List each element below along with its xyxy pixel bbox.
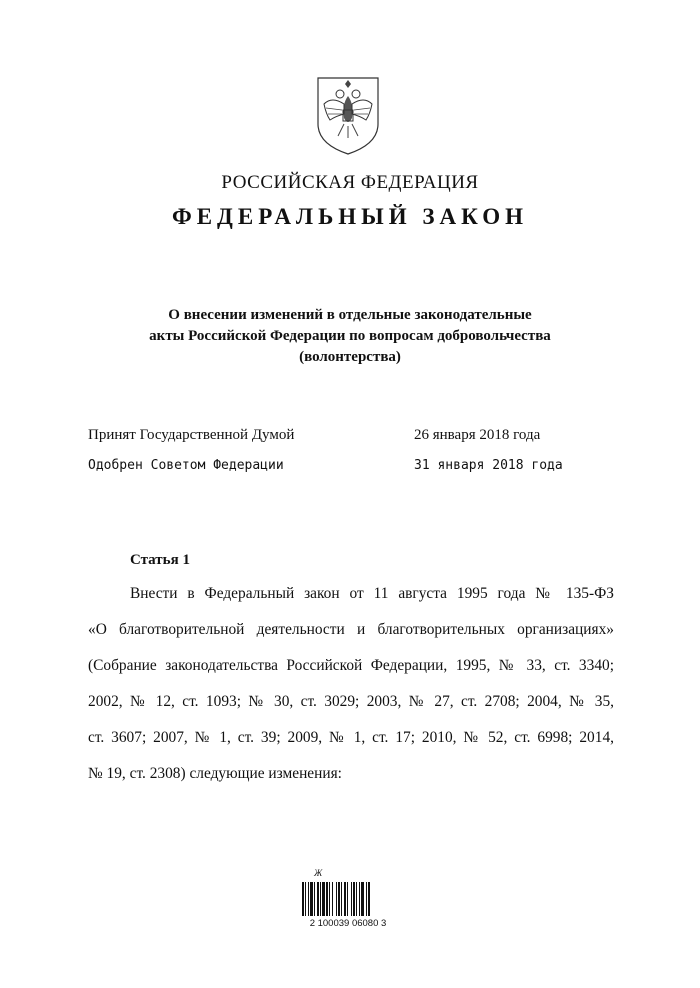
law-subject bbox=[0, 305, 700, 368]
paragraph-line: «О благотворительной деятельности и благотворительных организациях» bbox=[88, 621, 614, 638]
law-subject-line: (волонтерства) bbox=[299, 349, 401, 365]
law-type-title: ФЕДЕРАЛЬНЫЙ ЗАКОН bbox=[171, 204, 529, 229]
barcode bbox=[300, 868, 396, 938]
paragraph-line: (Собрание законодательства Российской Федерации, 1995, № 33, ст. 3340; bbox=[88, 657, 614, 674]
duma-adoption-label: Принят Государственной Думой bbox=[88, 427, 295, 443]
paragraph-line: ст. 3607; 2007, № 1, ст. 39; 2009, № 1, ст. 17; 2010, № 52, ст. 6998; 2014, bbox=[88, 729, 614, 746]
barcode-icon bbox=[300, 882, 396, 916]
article-title: Статья 1 bbox=[130, 552, 190, 568]
duma-adoption-date: 26 января 2018 года bbox=[414, 427, 541, 443]
paragraph-line: № 19, ст. 2308) следующие изменения: bbox=[88, 765, 342, 782]
country-title: РОССИЙСКАЯ ФЕДЕРАЦИЯ bbox=[221, 172, 479, 193]
council-approval-date: 31 января 2018 года bbox=[414, 458, 563, 473]
paragraph-line: Внести в Федеральный закон от 11 августа 1995 года № 135-ФЗ bbox=[130, 585, 614, 602]
council-approval-label: Одобрен Советом Федерации bbox=[88, 458, 284, 473]
coat-of-arms-icon bbox=[314, 74, 382, 156]
law-subject-line: О внесении изменений в отдельные законодательные bbox=[168, 307, 532, 323]
barcode-mark: Ж bbox=[314, 868, 323, 878]
paragraph-line: 2002, № 12, ст. 1093; № 30, ст. 3029; 2003, № 27, ст. 2708; 2004, № 35, bbox=[88, 693, 614, 710]
barcode-number: 2 100039 06080 3 bbox=[309, 918, 387, 929]
law-subject-line: акты Российской Федерации по вопросам добровольчества bbox=[149, 328, 551, 344]
